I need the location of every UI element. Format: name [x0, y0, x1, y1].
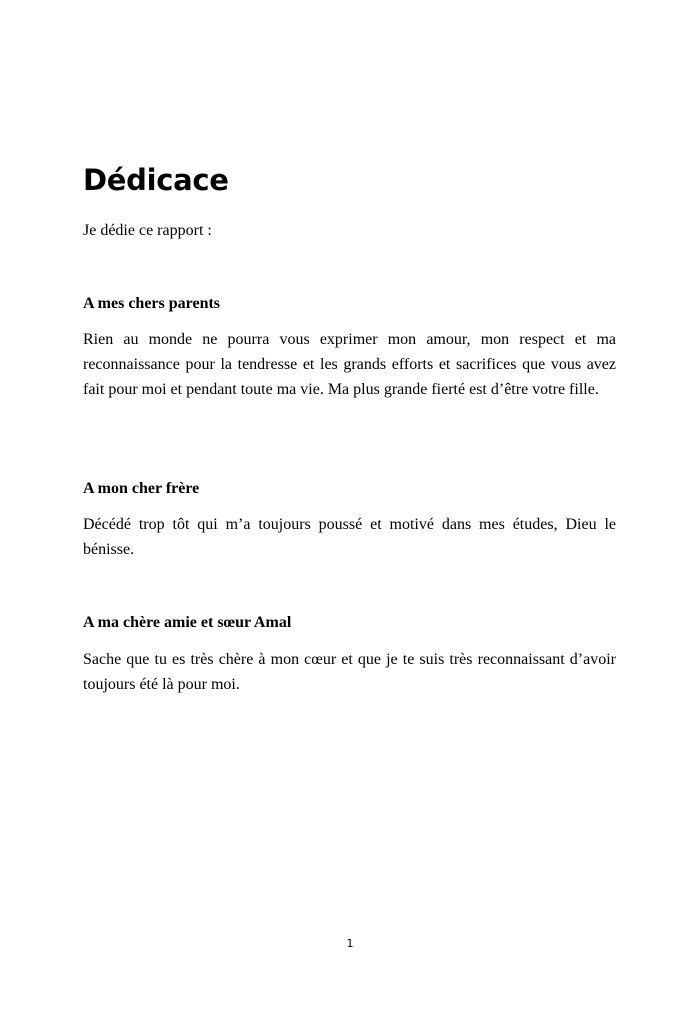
page-title: Dédicace	[83, 163, 229, 197]
intro-text: Je dédie ce rapport :	[83, 222, 212, 239]
section-body-parents: Rien au monde ne pourra vous exprimer mon amour, mon respect et ma reconnaissance pour la tendresse et les grands efforts et sacrifices que vous avez fait pour moi et pendant toute ma vie. Ma plus grande fierté est d’être votre fille.	[83, 331, 616, 398]
section-heading-friend: A ma chère amie et sœur Amal	[83, 614, 292, 631]
section-heading-parents: A mes chers parents	[83, 295, 221, 312]
page-number: 1	[346, 937, 354, 950]
section-body-brother: Décédé trop tôt qui m’a toujours poussé et motivé dans mes études, Dieu le bénisse.	[83, 516, 616, 558]
section-heading-brother: A mon cher frère	[83, 480, 200, 497]
section-body-friend: Sache que tu es très chère à mon cœur et que je te suis très reconnaissant d’avoir toujours été là pour moi.	[83, 651, 616, 693]
